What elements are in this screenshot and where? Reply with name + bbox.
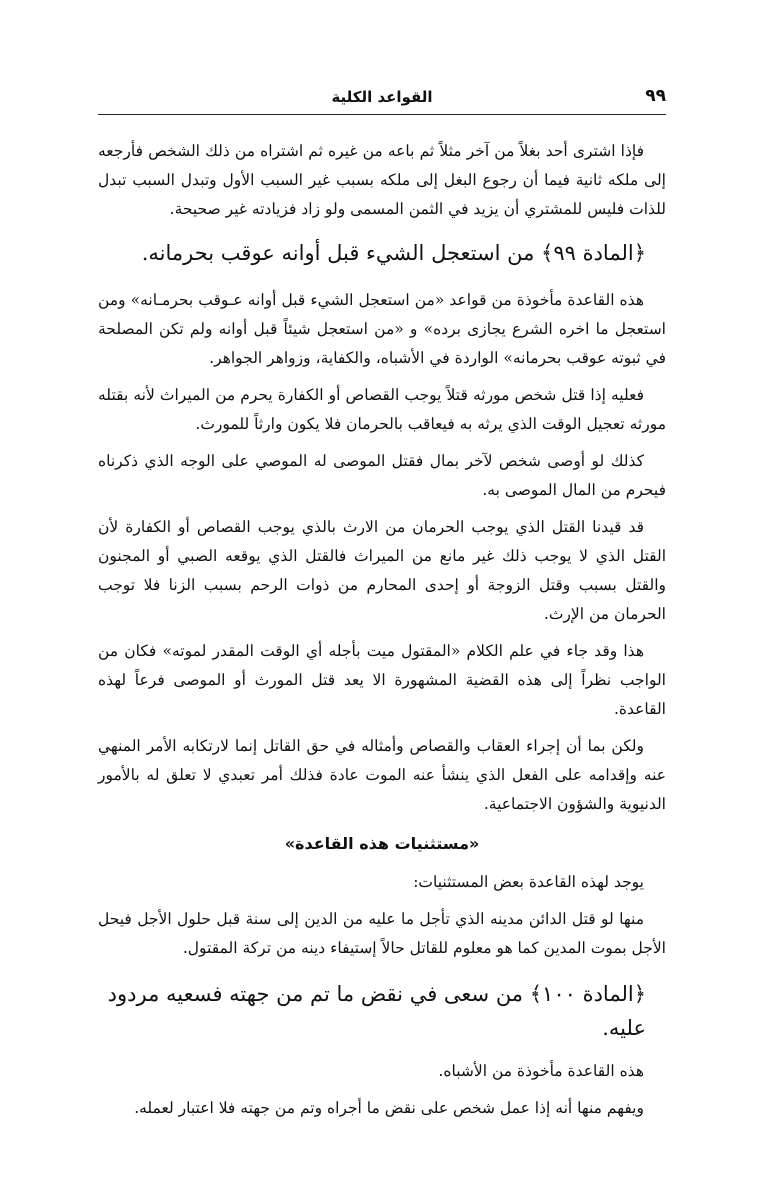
paragraph-1: هذه القاعدة مأخوذة من قواعد «من استعجل الشيء قبل أوانه عـوقب بحرمـانه» ومن استعجل ما اخره الشرع يجازى برده» و «من استعجل شيئاً قبل أوانه ولم تكن المصلحة في ثبوته عوقب بحرمانه» الواردة في الأشباه، والكفاية، وزواهر الجواهر. [98,291,666,367]
paragraph-9: هذه القاعدة مأخوذة من الأشباه. [438,1062,644,1080]
paragraph-8: منها لو قتل الدائن مدينه الذي تأجل ما عليه من الدين إلى سنة قبل حلول الأجل فيحل الأجل بموت المدين كما هو معلوم للقاتل حالاً إستيفاء دينه من تركة المقتول. [98,910,666,957]
exceptions-heading: «مستثنيات هذه القاعدة» [284,834,480,853]
paragraph-10: ويفهم منها أنه إذا عمل شخص على نقض ما أجراه وتم من جهته فلا اعتبار لعمله. [134,1099,644,1117]
body-text [98,137,666,1131]
paragraph-5: هذا وقد جاء في علم الكلام «المقتول ميت بأجله أي الوقت المقدر لموته» فكان من الواجب نظراً إلى هذه القضية المشهورة الا يعد قتل المورث أو الموصى فرعاً لهذه القاعدة. [98,642,666,718]
paragraph-3: كذلك لو أوصى شخص لآخر بمال فقتل الموصى له الموصي على الوجه الذي ذكرناه فيحرم من المال الموصى به. [98,452,666,499]
paragraph-7: يوجد لهذه القاعدة بعض المستثنيات: [413,873,644,891]
paragraph-4: قد قيدنا القتل الذي يوجب الحرمان من الارث بالذي يوجب القصاص أو الكفارة لأن القتل الذي لا يوجب ذلك غير مانع من الميراث فالقتل الذي يوقعه الصبي أو المجنون والقتل بسبب وقتل الزوجة أو إحدى المحارم من ذوات الرحم بسبب الزنا فلا توجب الحرمان من الإرث. [98,518,666,623]
paragraph-2: فعليه إذا قتل شخص مورثه قتلاً يوجب القصاص أو الكفارة يحرم من الميراث لأنه بقتله مورثه تعجيل الوقت الذي يرثه به فيعاقب بالحرمان فلا يكون وارثاً للمورث. [98,386,666,433]
running-title: القواعد الكلية [331,88,433,106]
article-100-heading: ﴿المادة ١٠٠﴾ من سعى في نقض ما تم من جهته فسعيه مردود عليه. [107,982,646,1040]
page-number: ٩٩ [645,86,666,106]
paragraph-6: ولكن بما أن إجراء العقاب والقصاص وأمثاله في حق القاتل إنما لارتكابه الأمر المنهي عنه وإقدامه على الفعل الذي ينشأ عنه الموت عادة فذلك أمر تعبدي لا تعلق له بالأمور الدنيوية والشؤون الاجتماعية. [98,737,666,813]
running-header [98,86,666,115]
article-99-heading: ﴿المادة ٩٩﴾ من استعجل الشيء قبل أوانه عوقب بحرمانه. [141,241,646,265]
paragraph-intro: فإذا اشترى أحد بغلاً من آخر مثلاً ثم باعه من غيره ثم اشتراه من ذلك الشخص فأرجعه إلى ملكه ثانية فيما أن رجوع البغل إلى ملكه بسبب غير السبب الأول وتبدل السبب تبدل للذات فليس للمشتري أن يزيد في الثمن المسمى ولو زاد فزيادته غير صحيحة. [98,142,666,218]
